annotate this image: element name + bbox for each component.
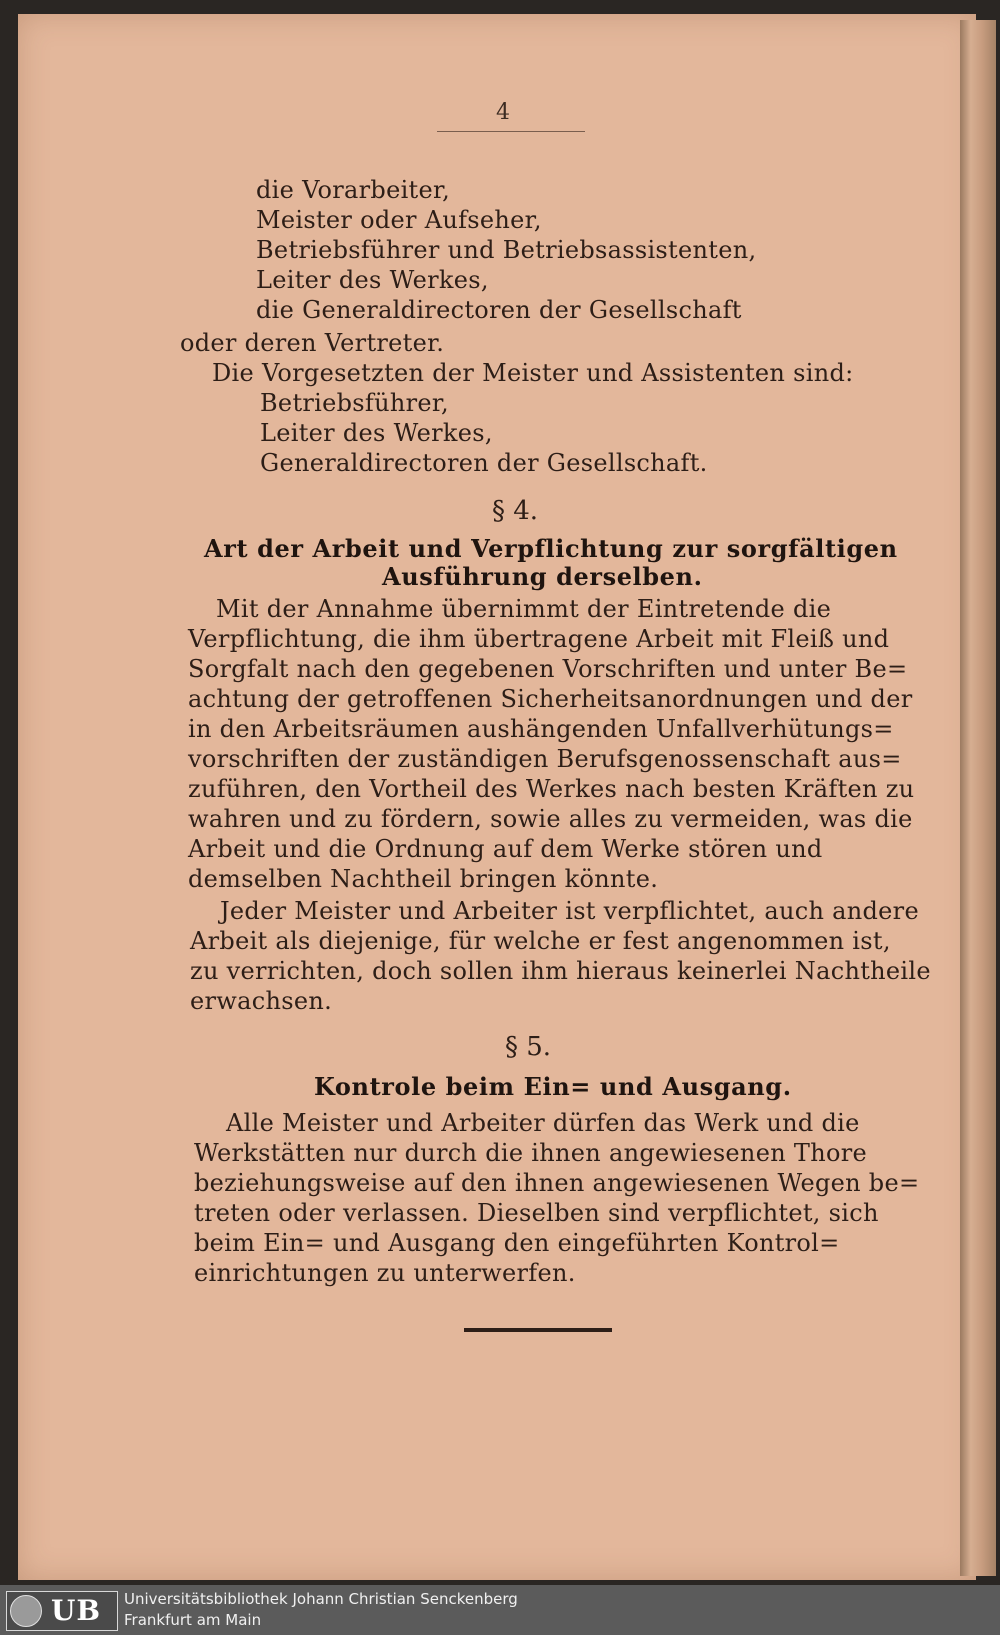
section-4-number: § 4. [492,496,539,526]
list-item: Leiter des Werkes, [256,266,489,294]
list-item: die Vorarbeiter, [256,176,451,204]
section-4-heading-line: Art der Arbeit und Verpflichtung zur sorgfältigen [204,534,898,563]
page-number: 4 [496,100,510,125]
paragraph-line: treten oder verlassen. Dieselben sind verpflichtet, sich [194,1199,879,1227]
library-footer [0,1585,1000,1635]
paragraph-line: wahren und zu fördern, sowie alles zu vermeiden, was die [188,805,913,833]
list-item: Betriebsführer, [260,389,449,417]
list-item: Meister oder Aufseher, [256,206,542,234]
paragraph-line: beziehungsweise auf den ihnen angewiesenen Wegen be= [194,1169,920,1197]
superiors-intro: Die Vorgesetzten der Meister und Assistenten sind: [212,359,854,387]
paragraph-line: zu verrichten, doch sollen ihm hieraus keinerlei Nachtheile [190,957,931,985]
paragraph-line: Werkstätten nur durch die ihnen angewiesenen Thore [194,1139,867,1167]
seal-icon [10,1595,42,1627]
page-number-rule [437,131,585,132]
list-item: die Generaldirectoren der Gesellschaft [256,296,742,324]
paragraph-line: Arbeit als diejenige, für welche er fest angenommen ist, [190,927,891,955]
library-name: Universitätsbibliothek Johann Christian Senckenberg [124,1590,518,1608]
paragraph-line: erwachsen. [190,987,333,1015]
section-4-heading-line: Ausführung derselben. [382,562,703,591]
paragraph-line: Alle Meister und Arbeiter dürfen das Werk und die [226,1109,860,1137]
paragraph-line: Jeder Meister und Arbeiter ist verpflichtet, auch andere [220,897,919,925]
paragraph-line: Arbeit und die Ordnung auf dem Werke stören und [188,835,823,863]
logo-text: UB [51,1594,102,1627]
paragraph-line: beim Ein= und Ausgang den eingeführten Kontrol= [194,1229,840,1257]
paragraph-line: Sorgfalt nach den gegebenen Vorschriften und unter Be= [188,655,908,683]
paragraph-line: zuführen, den Vortheil des Werkes nach besten Kräften zu [188,775,915,803]
section-5-heading: Kontrole beim Ein= und Ausgang. [314,1072,792,1101]
paragraph-line: Mit der Annahme übernimmt der Eintretende die [216,595,832,623]
paragraph-line: in den Arbeitsräumen aushängenden Unfallverhütungs= [188,715,894,743]
paragraph-line: Verpflichtung, die ihm übertragene Arbeit mit Fleiß und [188,625,890,653]
paragraph-line: einrichtungen zu unterwerfen. [194,1259,576,1287]
book-binding [960,20,996,1576]
end-rule [464,1328,612,1332]
section-5-number: § 5. [505,1032,552,1062]
paragraph-line: vorschriften der zuständigen Berufsgenossenschaft aus= [188,745,902,773]
list-closing-line: oder deren Vertreter. [180,329,445,357]
list-item: Betriebsführer und Betriebsassistenten, [256,236,757,264]
library-logo[interactable] [6,1591,118,1631]
library-city: Frankfurt am Main [124,1611,262,1629]
list-item: Leiter des Werkes, [260,419,493,447]
list-item: Generaldirectoren der Gesellschaft. [260,449,708,477]
paragraph-line: achtung der getroffenen Sicherheitsanordnungen und der [188,685,913,713]
paragraph-line: demselben Nachtheil bringen könnte. [188,865,659,893]
